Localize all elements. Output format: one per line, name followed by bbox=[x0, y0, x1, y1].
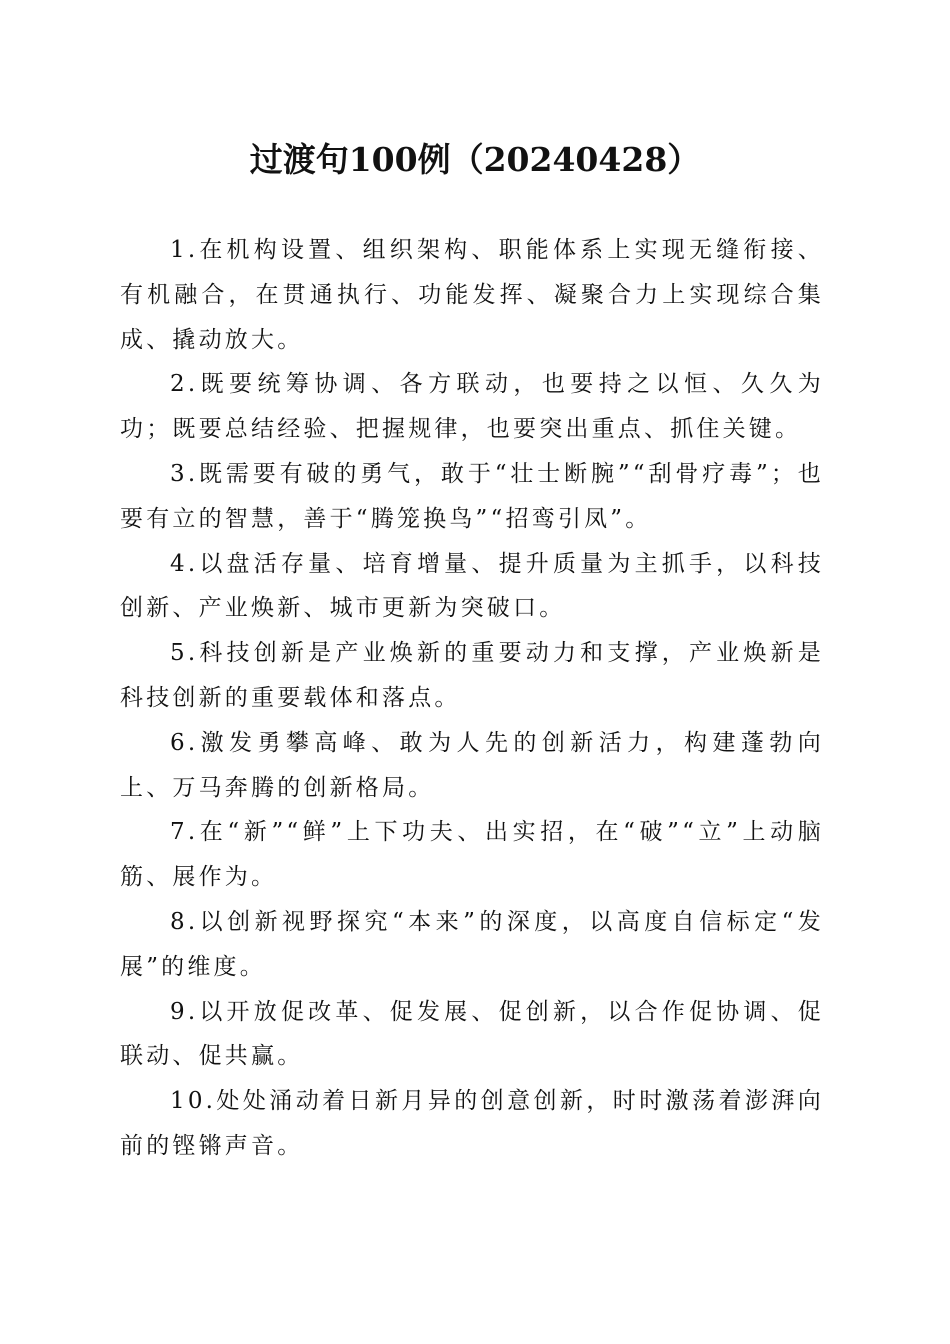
item-text: 处处涌动着日新月异的创意创新，时时激荡着澎湃向前的铿锵声音。 bbox=[120, 1088, 824, 1159]
item-number: 3. bbox=[170, 460, 199, 487]
item-number: 8. bbox=[170, 908, 199, 935]
item-text: 激发勇攀高峰、敢为人先的创新活力，构建蓬勃向上、万马奔腾的创新格局。 bbox=[120, 729, 824, 801]
item-text: 既需要有破的勇气，敢于“壮士断腕”“刮骨疗毒”；也要有立的智慧，善于“腾笼换鸟”“招鸾引凤”。 bbox=[120, 460, 824, 532]
item-text: 以创新视野探究“本来”的深度，以高度自信标定“发展”的维度。 bbox=[120, 908, 824, 980]
document-body bbox=[120, 228, 824, 1169]
item-text: 以开放促改革、促发展、促创新，以合作促协调、促联动、促共赢。 bbox=[120, 998, 824, 1070]
list-item bbox=[120, 810, 824, 900]
item-text: 在“新”“鲜”上下功夫、出实招，在“破”“立”上动脑筋、展作为。 bbox=[120, 819, 824, 891]
item-number: 2. bbox=[170, 371, 199, 398]
item-number: 4. bbox=[170, 550, 199, 577]
item-number: 6. bbox=[170, 729, 199, 756]
item-text: 在机构设置、组织架构、职能体系上实现无缝衔接、有机融合，在贯通执行、功能发挥、凝聚合力上实现综合集成、撬动放大。 bbox=[120, 237, 824, 353]
list-item bbox=[120, 1079, 824, 1169]
list-item bbox=[120, 631, 824, 721]
item-number: 5. bbox=[170, 640, 199, 667]
document-title: 过渡句100例（20240428） bbox=[249, 140, 701, 179]
item-number: 7. bbox=[170, 819, 199, 846]
item-number: 10. bbox=[170, 1088, 217, 1115]
item-number: 9. bbox=[170, 998, 199, 1025]
list-item bbox=[120, 990, 824, 1080]
list-item bbox=[120, 900, 824, 990]
item-number: 1. bbox=[170, 237, 199, 263]
list-item bbox=[120, 721, 824, 811]
item-text: 以盘活存量、培育增量、提升质量为主抓手，以科技创新、产业焕新、城市更新为突破口。 bbox=[120, 550, 824, 622]
list-item bbox=[120, 228, 824, 362]
item-text: 科技创新是产业焕新的重要动力和支撑，产业焕新是科技创新的重要载体和落点。 bbox=[120, 640, 824, 711]
item-text: 既要统筹协调、各方联动，也要持之以恒、久久为功；既要总结经验、把握规律，也要突出重点、抓住关键。 bbox=[120, 371, 824, 443]
list-item bbox=[120, 362, 824, 452]
list-item bbox=[120, 452, 824, 542]
list-item bbox=[120, 542, 824, 632]
